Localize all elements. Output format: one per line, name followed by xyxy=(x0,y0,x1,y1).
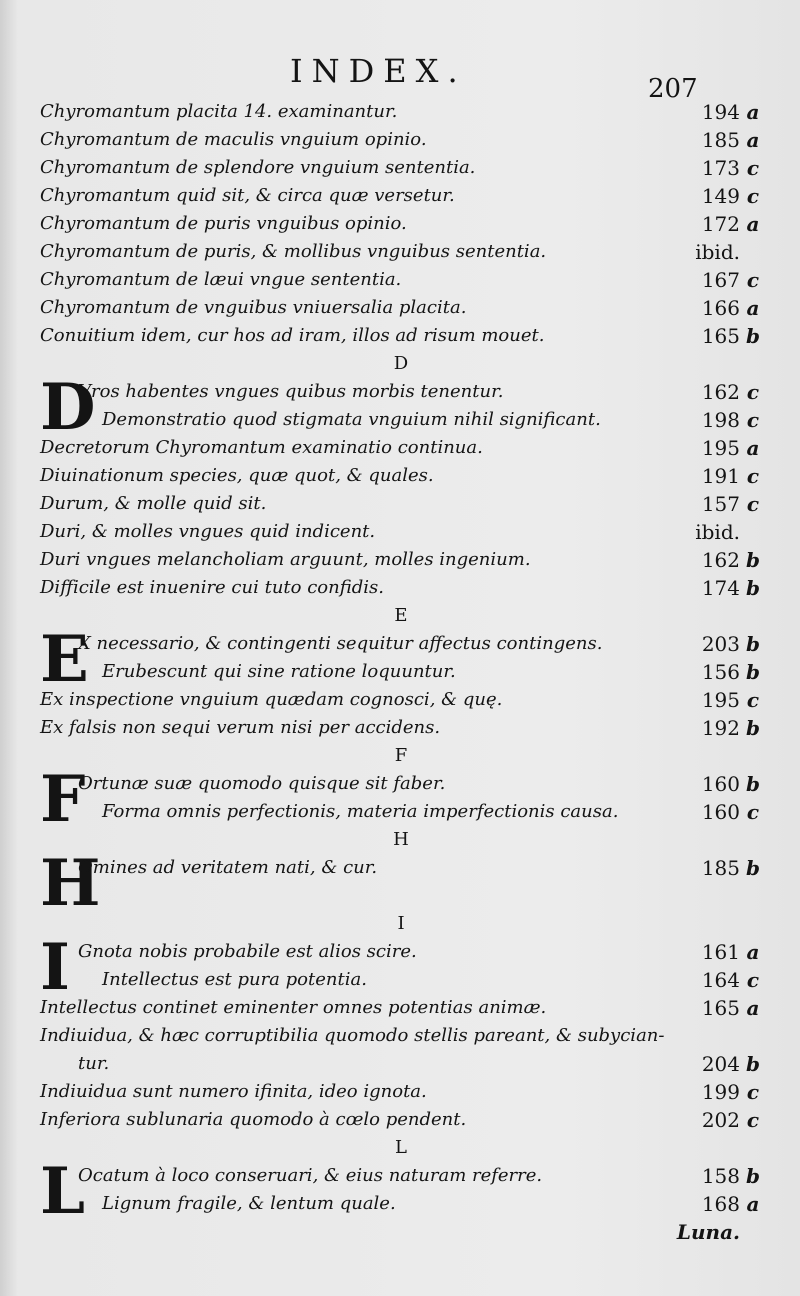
entry-text: Chyromantum de puris vnguibus opinio. xyxy=(40,213,407,234)
index-entry xyxy=(40,266,770,294)
entry-column: a xyxy=(746,940,760,964)
entry-page: 167 xyxy=(701,268,740,292)
index-entry xyxy=(40,378,770,406)
index-entry xyxy=(40,182,770,210)
entry-page: 165 xyxy=(701,996,740,1020)
section-heading-f: F xyxy=(394,745,408,766)
entry-page: 192 xyxy=(701,716,740,740)
section-h-lead xyxy=(40,846,770,921)
dropcap-i: I xyxy=(40,930,70,1005)
entry-column: a xyxy=(746,296,760,320)
entry-text: Chyromantum de puris, & mollibus vnguibus sententia. xyxy=(40,241,547,262)
entry-text: Difficile est inuenire cui tuto confidis. xyxy=(40,577,384,598)
entry-page: 172 xyxy=(701,212,740,236)
entry-text: Ocatum à loco conseruari, & eius naturam referre. xyxy=(78,1165,543,1186)
index-entry xyxy=(40,630,770,658)
index-entry xyxy=(40,686,770,714)
entry-column: a xyxy=(746,212,760,236)
index-entry xyxy=(40,1106,770,1134)
entry-page: 158 xyxy=(701,1164,740,1188)
entry-page: ibid. xyxy=(695,520,740,544)
index-entry xyxy=(40,658,770,686)
section-e-lead xyxy=(40,622,770,697)
entry-page: 149 xyxy=(701,184,740,208)
dropcap-d: D xyxy=(40,370,96,445)
index-entry-continuation xyxy=(40,1050,770,1078)
entry-page: 166 xyxy=(701,296,740,320)
index-entry xyxy=(40,938,770,966)
index-entry xyxy=(40,994,770,1022)
entry-text: Indiuidua sunt numero ifinita, ideo ignota. xyxy=(40,1081,427,1102)
entry-column: b xyxy=(746,576,760,600)
entry-column: c xyxy=(746,1108,760,1132)
index-entry xyxy=(40,126,770,154)
entry-text: Ex falsis non sequi verum nisi per accidens. xyxy=(40,717,441,738)
index-entry xyxy=(40,154,770,182)
section-heading-e: E xyxy=(394,605,408,626)
entry-column: c xyxy=(746,156,760,180)
index-entry xyxy=(40,210,770,238)
entry-text: Indiuidua, & hæc corruptibilia quomodo stellis pareant, & subycian- xyxy=(40,1025,665,1046)
dropcap-f: F xyxy=(40,762,86,837)
page-number: 207 xyxy=(648,74,698,104)
entry-page: 195 xyxy=(701,688,740,712)
entry-text: Gnota nobis probabile est alios scire. xyxy=(78,941,417,962)
index-entry xyxy=(40,1078,770,1106)
entry-text: Chyromantum de vnguibus vniuersalia placita. xyxy=(40,297,467,318)
catchword-row xyxy=(40,1218,770,1246)
index-entry xyxy=(40,434,770,462)
entry-column: b xyxy=(746,632,760,656)
entry-column: c xyxy=(746,268,760,292)
entry-text: X necessario, & contingenti sequitur affectus contingens. xyxy=(78,633,603,654)
entry-text: Vros habentes vngues quibus morbis tenentur. xyxy=(78,381,504,402)
dropcap-h: H xyxy=(40,846,101,921)
entry-column: b xyxy=(746,772,760,796)
entry-page: 156 xyxy=(701,660,740,684)
entry-page: 203 xyxy=(701,632,740,656)
entry-column: a xyxy=(746,100,760,124)
entry-page: 199 xyxy=(701,1080,740,1104)
catchword: Luna. xyxy=(676,1220,740,1244)
entry-column: b xyxy=(746,856,760,880)
entry-column: a xyxy=(746,128,760,152)
entry-column: a xyxy=(746,996,760,1020)
section-f-lead xyxy=(40,762,770,837)
entry-page: 168 xyxy=(701,1192,740,1216)
entry-page: 162 xyxy=(701,548,740,572)
index-entry xyxy=(40,854,770,882)
entry-column: b xyxy=(746,548,760,572)
entry-text: Duri vngues melancholiam arguunt, molles ingenium. xyxy=(40,549,531,570)
entry-column: c xyxy=(746,408,760,432)
entry-text: Lignum fragile, & lentum quale. xyxy=(102,1193,396,1214)
entry-column: a xyxy=(746,1192,760,1216)
index-entry xyxy=(40,966,770,994)
index-entry xyxy=(40,546,770,574)
entry-column: b xyxy=(746,716,760,740)
index-entry xyxy=(40,1190,770,1218)
entry-text: Intellectus continet eminenter omnes potentias animæ. xyxy=(40,997,547,1018)
index-entries xyxy=(40,98,770,1246)
entry-text: Ortunæ suæ quomodo quisque sit faber. xyxy=(78,773,446,794)
entry-column: c xyxy=(746,184,760,208)
index-entry xyxy=(40,574,770,602)
entry-text: Chyromantum de læui vngue sententia. xyxy=(40,269,402,290)
page-header xyxy=(0,52,800,104)
entry-column: b xyxy=(746,1052,760,1076)
dropcap-l: L xyxy=(40,1154,85,1229)
index-entry xyxy=(40,406,770,434)
entry-text: Diuinationum species, quæ quot, & quales. xyxy=(40,465,434,486)
section-i-lead xyxy=(40,930,770,1005)
entry-page: 204 xyxy=(701,1052,740,1076)
entry-page: 202 xyxy=(701,1108,740,1132)
entry-text: Erubescunt qui sine ratione loquuntur. xyxy=(102,661,456,682)
entry-column: b xyxy=(746,660,760,684)
entry-column: c xyxy=(746,380,760,404)
dropcap-e: E xyxy=(40,622,89,697)
entry-text: Chyromantum de splendore vnguium sententia. xyxy=(40,157,476,178)
entry-page: 160 xyxy=(701,800,740,824)
entry-page: 195 xyxy=(701,436,740,460)
entry-text: Duri, & molles vngues quid indicent. xyxy=(40,521,376,542)
entry-text: Forma omnis perfectionis, materia imperfectionis causa. xyxy=(102,801,619,822)
entry-column: c xyxy=(746,1080,760,1104)
index-entry xyxy=(40,294,770,322)
index-entry xyxy=(40,462,770,490)
entry-text: Intellectus est pura potentia. xyxy=(102,969,367,990)
entry-column: c xyxy=(746,464,760,488)
index-entry xyxy=(40,770,770,798)
entry-page: 198 xyxy=(701,408,740,432)
entry-text: Chyromantum placita 14. examinantur. xyxy=(40,101,398,122)
entry-text: Chyromantum quid sit, & circa quæ versetur. xyxy=(40,185,455,206)
entry-column: a xyxy=(746,436,760,460)
index-entry xyxy=(40,322,770,350)
entry-text: Ex inspectione vnguium quædam cognosci, & quę. xyxy=(40,689,503,710)
section-d-lead xyxy=(40,370,770,445)
entry-page: 173 xyxy=(701,156,740,180)
section-heading-h: H xyxy=(393,829,409,850)
entry-column: c xyxy=(746,688,760,712)
section-heading-d: D xyxy=(393,353,409,374)
entry-page: 194 xyxy=(701,100,740,124)
entry-column: c xyxy=(746,800,760,824)
index-entry xyxy=(40,490,770,518)
entry-column: b xyxy=(746,1164,760,1188)
index-entry xyxy=(40,1022,770,1050)
page-title: INDEX. xyxy=(290,52,467,90)
entry-column: c xyxy=(746,492,760,516)
entry-text: Durum, & molle quid sit. xyxy=(40,493,267,514)
index-entry xyxy=(40,1162,770,1190)
entry-page: ibid. xyxy=(695,240,740,264)
entry-text: Demonstratio quod stigmata vnguium nihil significant. xyxy=(102,409,601,430)
section-heading-i: I xyxy=(397,913,405,934)
index-entry xyxy=(40,798,770,826)
index-entry xyxy=(40,518,770,546)
entry-page: 191 xyxy=(701,464,740,488)
entry-text: Conuitium idem, cur hos ad iram, illos ad risum mouet. xyxy=(40,325,545,346)
entry-text: Inferiora sublunaria quomodo à cœlo pendent. xyxy=(40,1109,467,1130)
entry-text: Decretorum Chyromantum examinatio continua. xyxy=(40,437,483,458)
index-entry xyxy=(40,714,770,742)
entry-text: Chyromantum de maculis vnguium opinio. xyxy=(40,129,427,150)
entry-page: 174 xyxy=(701,576,740,600)
section-l-lead xyxy=(40,1154,770,1229)
section-heading-l: L xyxy=(395,1137,407,1158)
entry-column: c xyxy=(746,968,760,992)
entry-page: 160 xyxy=(701,772,740,796)
index-entry xyxy=(40,238,770,266)
entry-page: 164 xyxy=(701,968,740,992)
entry-column: b xyxy=(746,324,760,348)
entry-text: Omines ad veritatem nati, & cur. xyxy=(78,857,378,878)
section-c xyxy=(40,98,770,350)
entry-page: 185 xyxy=(701,128,740,152)
entry-page: 185 xyxy=(701,856,740,880)
entry-page: 157 xyxy=(701,492,740,516)
entry-page: 165 xyxy=(701,324,740,348)
entry-page: 161 xyxy=(701,940,740,964)
entry-text: tur. xyxy=(78,1053,110,1074)
entry-page: 162 xyxy=(701,380,740,404)
index-entry xyxy=(40,98,770,126)
